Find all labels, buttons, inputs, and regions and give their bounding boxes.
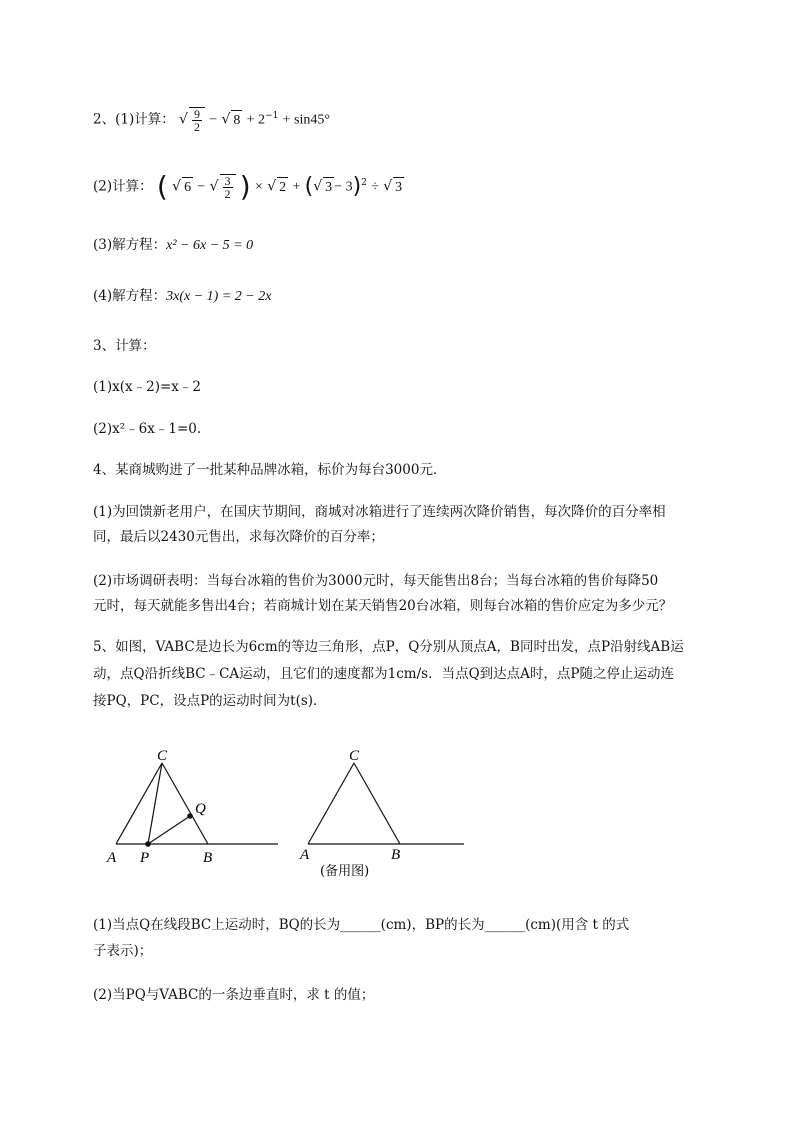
minus-sign: −	[197, 179, 206, 195]
q5-line2: 动，点Q沿折线BC﹣CA运动，且它们的速度都为1cm/s．当点Q到达点A时，点P随之停止运动连	[93, 666, 674, 682]
q5-sub2: (2)当PQ与VABC的一条边垂直时，求 t 的值；	[93, 987, 375, 1003]
times-sign: ×	[255, 179, 263, 195]
sqrt-symbol: √	[313, 178, 323, 195]
sqrt-symbol: √	[179, 111, 188, 128]
q4-part2-line1: (2)市场调研表明：当每台冰箱的售价为3000元时，每天能售出8台；当每台冰箱的售价每降50	[93, 573, 659, 589]
frac-denominator: 2	[193, 119, 200, 134]
q5-line3: 接PQ，PC，设点P的运动时间为t(s)．	[93, 693, 327, 709]
radicand: 2	[277, 177, 288, 198]
power-base: + 2	[246, 112, 266, 128]
label-c: C	[157, 748, 168, 764]
backup-figure-caption: (备用图)	[320, 864, 370, 879]
figure-1	[106, 748, 278, 866]
sqrt-symbol: √	[209, 178, 219, 195]
frac-denominator: 2	[224, 186, 231, 201]
point-p	[145, 841, 151, 847]
sqrt-symbol: √	[172, 178, 182, 195]
divide-sign: ÷	[371, 179, 379, 195]
radicand: 6	[182, 177, 193, 198]
q3-title: 3、计算：	[93, 338, 156, 354]
paren-close: )	[352, 174, 362, 199]
q2-part1	[93, 106, 330, 133]
side-bc-2	[354, 763, 400, 844]
q2-part2	[93, 170, 404, 203]
q5-sub1-line1: (1)当点Q在线段BC上运动时，BQ的长为______(cm)，BP的长为______(cm)(用含 t 的式	[93, 917, 630, 933]
frac-numerator: 3	[224, 173, 231, 188]
label-p: P	[140, 850, 150, 866]
minus-term: − 3	[334, 179, 353, 195]
paren-open: (	[156, 170, 168, 203]
point-q	[187, 813, 193, 819]
q2-part4-equation: 3x(x − 1) = 2 − 2x	[166, 289, 272, 304]
label-a: A	[107, 850, 117, 866]
q5-line1: 5、如图，VABC是边长为6cm的等边三角形，点P，Q分别从顶点A，B同时出发，点P沿射线AB运	[93, 639, 684, 655]
exponent: −1	[265, 111, 279, 121]
figure-2	[299, 748, 464, 879]
q5-figures	[0, 740, 794, 890]
q2-part3-label: (3)解方程：	[93, 237, 167, 253]
label-q: Q	[195, 801, 206, 817]
q4-title: 4、某商城购进了一批某种品牌冰箱，标价为每台3000元．	[93, 462, 447, 478]
q2-p1-sqrt-frac	[189, 107, 205, 133]
q2-part3	[93, 235, 253, 256]
paren-open: (	[304, 174, 314, 199]
q3-part1: (1)x(x﹣2)=x﹣2	[93, 379, 201, 395]
label-b-2: B	[391, 847, 401, 863]
frac-numerator: 9	[193, 106, 200, 121]
q4-part1-line1: (1)为回馈新老用户，在国庆节期间，商城对冰箱进行了连续两次降价销售，每次降价的百分率相	[93, 504, 666, 520]
sqrt-symbol: √	[221, 111, 231, 128]
radicand: 3	[323, 177, 334, 198]
paren-close: )	[239, 170, 251, 203]
sqrt-symbol: √	[267, 178, 277, 195]
q2-part3-equation: x² − 6x − 5 = 0	[166, 238, 254, 253]
minus-sign: −	[209, 112, 218, 128]
q4-part2-line2: 元时，每天就能多售出4台；若商城计划在某天销售20台冰箱，则每台冰箱的售价应定为多少元？	[93, 598, 673, 614]
segment-pq	[148, 816, 190, 844]
exponent: 2	[361, 178, 367, 188]
q2-part4-label: (4)解方程：	[93, 288, 167, 304]
q2-part4	[93, 286, 271, 307]
label-c-2: C	[349, 748, 360, 764]
q2-part1-label: 2、(1)计算：	[93, 111, 175, 128]
radicand: 8	[231, 110, 242, 131]
q2-part2-label: (2)计算：	[93, 178, 153, 195]
side-ac-2	[308, 763, 354, 844]
sin-term: + sin45°	[282, 112, 330, 128]
label-a-2: A	[300, 847, 310, 863]
radicand: 3	[393, 177, 404, 198]
q4-part1-line2: 同，最后以2430元售出，求每次降价的百分率；	[93, 529, 384, 545]
plus-sign: +	[292, 179, 301, 195]
sqrt-symbol: √	[383, 178, 393, 195]
label-b: B	[203, 850, 213, 866]
q5-sub1-line2: 子表示)；	[93, 943, 153, 959]
q3-part2: (2)x²﹣6x﹣1=0.	[93, 421, 202, 437]
